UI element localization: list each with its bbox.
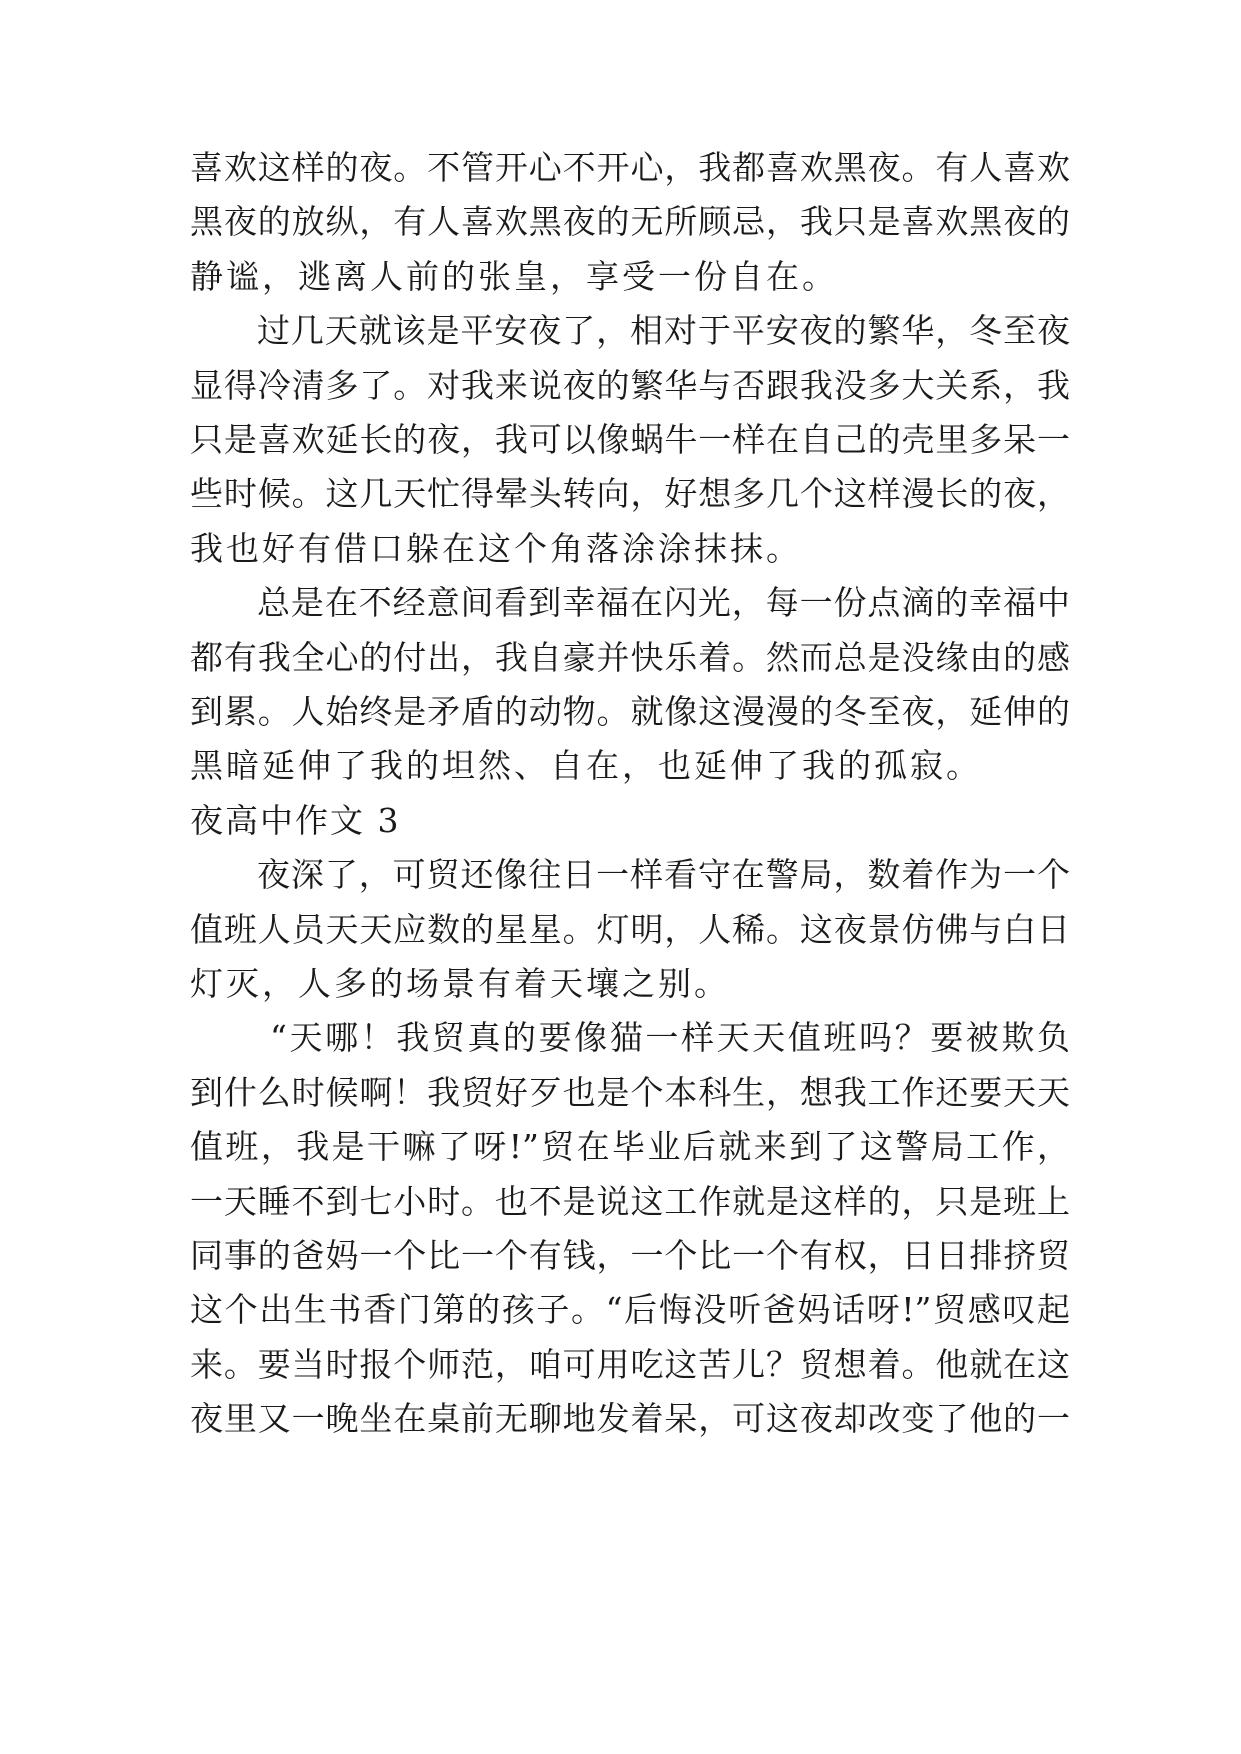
text-line: 夜里又一晚坐在桌前无聊地发着呆，可这夜却改变了他的一 [190,1399,1070,1438]
text-line: 只是喜欢延长的夜，我可以像蜗牛一样在自己的壳里多呆一 [190,420,1070,459]
text-line: “天哪！我贸真的要像猫一样天天值班吗？要被欺负 [270,1018,1070,1057]
text-line: 静谧，逃离人前的张皇，享受一份自在。 [190,257,838,296]
section-heading: 夜高中作文 3 [190,801,401,840]
text-line: 显得冷清多了。对我来说夜的繁华与否跟我没多大关系，我 [190,366,1070,405]
text-line: 夜深了，可贸还像往日一样看守在警局，数着作为一个 [257,855,1070,894]
text-line: 同事的爸妈一个比一个有钱，一个比一个有权，日日排挤贸 [190,1236,1070,1275]
text-line: 总是在不经意间看到幸福在闪光，每一份点滴的幸福中 [257,583,1070,622]
text-line: 黑夜的放纵，有人喜欢黑夜的无所顾忌，我只是喜欢黑夜的 [190,202,1070,241]
text-line: 喜欢这样的夜。不管开心不开心，我都喜欢黑夜。有人喜欢 [190,148,1070,187]
text-line: 到什么时候啊！我贸好歹也是个本科生，想我工作还要天天 [190,1073,1070,1112]
text-line: 值班人员天天应数的星星。灯明，人稀。这夜景仿佛与白日 [190,910,1070,949]
text-line: 我也好有借口躲在这个角落涂涂抹抹。 [190,529,802,568]
text-line: 到累。人始终是矛盾的动物。就像这漫漫的冬至夜，延伸的 [190,692,1070,731]
text-line: 过几天就该是平安夜了，相对于平安夜的繁华，冬至夜 [257,311,1070,350]
text-line: 一天睡不到七小时。也不是说这工作就是这样的，只是班上 [190,1182,1070,1221]
text-line: 这个出生书香门第的孩子。“后悔没听爸妈话呀!”贸感叹起 [190,1290,1070,1329]
text-line: 来。要当时报个师范，咱可用吃这苦儿？贸想着。他就在这 [190,1345,1070,1384]
text-line: 些时候。这几天忙得晕头转向，好想多几个这样漫长的夜， [190,474,1070,513]
text-line: 黑暗延伸了我的坦然、自在，也延伸了我的孤寂。 [190,746,982,785]
text-line: 都有我全心的付出，我自豪并快乐着。然而总是没缘由的感 [190,638,1070,677]
text-line: 值班，我是干嘛了呀!”贸在毕业后就来到了这警局工作， [190,1127,1070,1166]
text-line: 灯灭，人多的场景有着天壤之别。 [190,964,730,1003]
